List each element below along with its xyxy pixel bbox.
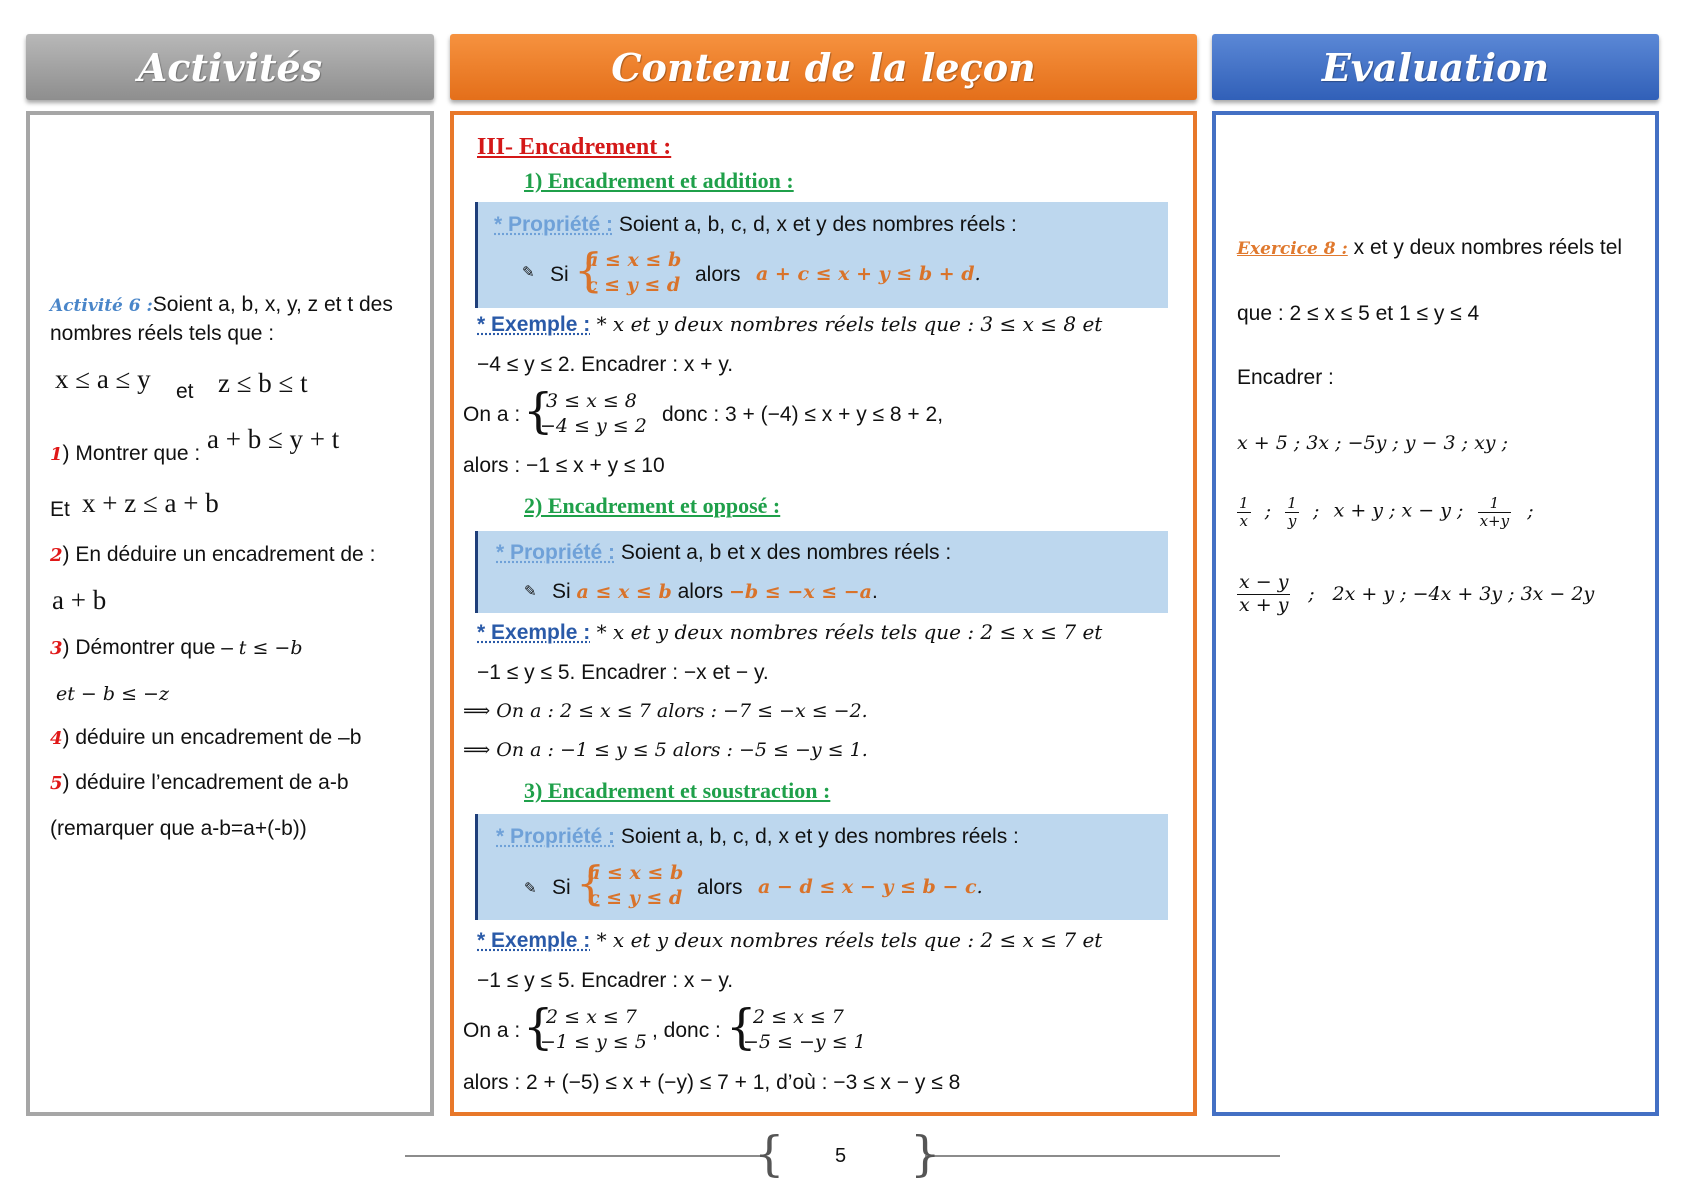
brace-4: { [523, 999, 554, 1055]
property-2-text: * Propriété : Soient a, b et x des nombres réels : [496, 541, 952, 564]
example-2-line-4: ⟹ On a : −1 ≤ y ≤ 5 alors : −5 ≤ −y ≤ 1. [463, 739, 868, 761]
contenu-header [450, 34, 1197, 100]
exercice-que: que : 2 ≤ x ≤ 5 et 1 ≤ y ≤ 4 [1237, 302, 1480, 325]
subsection-3-title: 3) Encadrement et soustraction : [524, 778, 831, 803]
q1-et: Et [50, 498, 70, 521]
footer-line-left [405, 1155, 760, 1157]
activites-header [26, 34, 434, 100]
activite-intro-2: nombres réels tels que : [50, 322, 275, 345]
q3-line2: et − b ≤ −z [56, 683, 169, 705]
footer-line-right [925, 1155, 1280, 1157]
brace-2: { [523, 383, 554, 439]
footer-bracket-right: } [910, 1126, 941, 1182]
ex3-alors: alors : 2 + (−5) ≤ x + (−y) ≤ 7 + 1, d’où : −3 ≤ x − y ≤ 8 [463, 1071, 961, 1094]
example-2-line-3: ⟹ On a : 2 ≤ x ≤ 7 alors : −7 ≤ −x ≤ −2. [463, 700, 868, 722]
property-3-text: * Propriété : Soient a, b, c, d, x et y des nombres réels : [496, 825, 1019, 848]
exercice-encadrer: Encadrer : [1237, 366, 1334, 389]
frac-1-over-x-plus-y: $\frac{1}{x+y}$ [1479, 494, 1510, 531]
ex1-system: 3 ≤ x ≤ 8 −4 ≤ y ≤ 2 [540, 390, 647, 437]
example-1-line-1: * Exemple : * x et y deux nombres réels tels que : 3 ≤ x ≤ 8 et [477, 312, 1103, 336]
exercice-row-3: $\frac{x - y}{x + y}$ ; 2x + y ; −4x + 3y ; 3x − 2y [1239, 571, 1595, 616]
pencil-icon-3: ✎ [524, 880, 537, 897]
example-3-line-1: * Exemple : * x et y deux nombres réels tels que : 2 ≤ x ≤ 7 et [477, 928, 1103, 952]
et-word: et [176, 380, 194, 403]
p1-conclusion: a + c ≤ x + y ≤ b + d. [756, 263, 981, 285]
example-1-line-2: −4 ≤ y ≤ 2. Encadrer : x + y. [477, 353, 734, 376]
ineq-1: x ≤ a ≤ y [55, 364, 151, 394]
q1-expr2: x + z ≤ a + b [82, 488, 219, 518]
q2-expr: a + b [52, 585, 107, 615]
p3-system: a ≤ x ≤ b c ≤ y ≤ d [588, 862, 684, 909]
on-a-1: On a : [463, 403, 521, 426]
subsection-2-title: 2) Encadrement et opposé : [524, 493, 781, 518]
q1-expr: a + b ≤ y + t [207, 424, 340, 454]
footer-bracket-left: { [754, 1126, 785, 1182]
example-3-line-2: −1 ≤ y ≤ 5. Encadrer : x − y. [477, 969, 734, 992]
evaluation-title: Evaluation [1321, 44, 1550, 90]
question-2: 2) En déduire un encadrement de : [50, 543, 376, 566]
ex3-donc: , donc : [652, 1019, 721, 1042]
page-number: 5 [835, 1145, 847, 1167]
si-word-3: Si [552, 876, 571, 899]
question-1: 1) Montrer que : [50, 442, 201, 465]
alors-word-3: alors [697, 876, 743, 899]
exercice-row-1: x + 5 ; 3x ; −5y ; y − 3 ; xy ; [1237, 432, 1508, 454]
ineq-2: z ≤ b ≤ t [218, 368, 308, 398]
section-title: III- Encadrement : [477, 134, 672, 160]
ex1-donc: donc : 3 + (−4) ≤ x + y ≤ 8 + 2, [662, 403, 944, 426]
brace-1: { [574, 243, 604, 297]
frac-1-over-y: $\frac{1}{y}$ [1287, 494, 1297, 531]
contenu-title: Contenu de la leçon [611, 44, 1036, 90]
question-5: 5) déduire l’encadrement de a-b [50, 771, 349, 794]
activite-label: Activité 6 : [50, 296, 153, 316]
alors-word: alors [695, 263, 741, 286]
activite-intro: Activité 6 :Soient a, b, x, y, z et t des [50, 293, 393, 316]
exercice-row-2: $\frac{1}{x}$ ; $\frac{1}{y}$ ; x + y ; x − y ; $\frac{1}{x+y}$ ; [1239, 494, 1534, 531]
pencil-icon: ✎ [522, 264, 535, 281]
frac-x-minus-y-over-x-plus-y: $\frac{x - y}{x + y}$ [1239, 571, 1289, 616]
activites-title: Activités [137, 44, 323, 90]
property-1-text: * Propriété : Soient a, b, c, d, x et y des nombres réels : [494, 213, 1017, 236]
on-a-3: On a : [463, 1019, 521, 1042]
ex3-system-2: 2 ≤ x ≤ 7 −5 ≤ −y ≤ 1 [743, 1006, 866, 1053]
brace-3: { [576, 856, 606, 910]
subsection-1-title: 1) Encadrement et addition : [524, 168, 794, 193]
exercice-intro: Exercice 8 : x et y deux nombres réels tel [1237, 236, 1623, 259]
evaluation-header [1212, 34, 1659, 100]
question-4: 4) déduire un encadrement de –b [50, 726, 362, 749]
p3-conclusion: a − d ≤ x − y ≤ b − c. [758, 876, 983, 898]
frac-1-over-x: $\frac{1}{x}$ [1239, 494, 1249, 531]
brace-5: { [726, 999, 757, 1055]
p1-system: a ≤ x ≤ b c ≤ y ≤ d [586, 249, 682, 296]
ex3-system-1: 2 ≤ x ≤ 7 −1 ≤ y ≤ 5 [540, 1006, 647, 1053]
example-2-line-1: * Exemple : * x et y deux nombres réels tels que : 2 ≤ x ≤ 7 et [477, 620, 1103, 644]
example-2-line-2: −1 ≤ y ≤ 5. Encadrer : −x et − y. [477, 661, 769, 684]
q5-note: (remarquer que a-b=a+(-b)) [50, 817, 307, 840]
property-2-rule: Si a ≤ x ≤ b alors −b ≤ −x ≤ −a. [552, 580, 878, 603]
ex1-alors: alors : −1 ≤ x + y ≤ 10 [463, 454, 665, 477]
pencil-icon-2: ✎ [524, 583, 537, 600]
question-3: 3) Démontrer que – t ≤ −b [50, 636, 303, 659]
si-word: Si [550, 263, 569, 286]
